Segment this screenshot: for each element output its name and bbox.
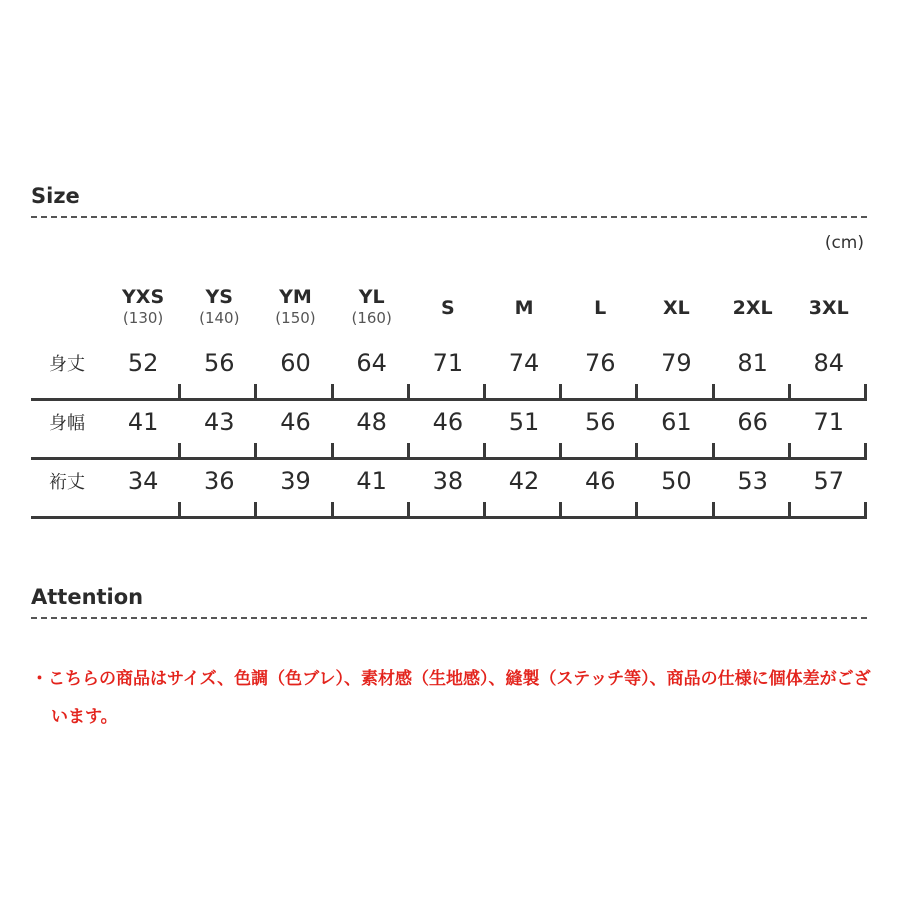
size-column-header — [181, 274, 257, 342]
size-column-name: M — [514, 296, 534, 319]
measurement-label: 身幅 — [49, 413, 85, 434]
measurement-value: 71 — [791, 401, 867, 457]
size-column-name: 2XL — [732, 296, 773, 319]
measurement-label: 身丈 — [49, 354, 85, 375]
size-column-header — [410, 274, 486, 342]
measurement-value: 46 — [257, 401, 333, 457]
attention-notes — [31, 660, 871, 736]
measurement-label: 裄丈 — [49, 472, 85, 493]
measurement-value: 60 — [257, 342, 333, 398]
measurement-value: 66 — [715, 401, 791, 457]
attention-dashed-divider — [31, 617, 867, 619]
measurement-value: 50 — [638, 460, 714, 516]
measurement-value: 46 — [562, 460, 638, 516]
measurement-value: 79 — [638, 342, 714, 398]
measurement-value: 71 — [410, 342, 486, 398]
measurement-value: 43 — [181, 401, 257, 457]
measurement-value: 57 — [791, 460, 867, 516]
measurement-value: 38 — [410, 460, 486, 516]
attention-section-title: Attention — [31, 585, 144, 609]
measurement-value: 48 — [334, 401, 410, 457]
measurement-value: 39 — [257, 460, 333, 516]
size-column-name: YS — [205, 286, 233, 309]
measurement-value: 36 — [181, 460, 257, 516]
size-column-name: 3XL — [808, 296, 849, 319]
size-data-rows — [31, 342, 867, 519]
measurement-value: 34 — [105, 460, 181, 516]
measurement-value: 46 — [410, 401, 486, 457]
size-column-header — [486, 274, 562, 342]
size-column-name: L — [594, 296, 607, 319]
measurement-value: 51 — [486, 401, 562, 457]
size-column-header — [105, 274, 181, 342]
measurement-value: 56 — [181, 342, 257, 398]
measurement-value: 41 — [334, 460, 410, 516]
size-column-name: YXS — [122, 286, 165, 309]
size-column-name: XL — [663, 296, 690, 319]
size-section-title: Size — [31, 184, 80, 208]
size-column-height: (160) — [351, 308, 392, 327]
size-column-header — [334, 274, 410, 342]
unit-label: (cm) — [824, 233, 864, 253]
size-column-header — [257, 274, 333, 342]
size-column-height: (130) — [122, 308, 164, 327]
size-column-header — [638, 274, 714, 342]
measurement-value: 81 — [715, 342, 791, 398]
size-column-header — [715, 274, 791, 342]
measurement-value: 52 — [105, 342, 181, 398]
size-table — [31, 282, 867, 519]
measurement-value: 53 — [715, 460, 791, 516]
measurement-row — [31, 401, 867, 460]
measurement-value: 76 — [562, 342, 638, 398]
measurement-value: 64 — [334, 342, 410, 398]
measurement-value: 56 — [562, 401, 638, 457]
attention-note: ・こちらの商品はサイズ、色調（色ブレ）、素材感（生地感）、縫製（ステッチ等）、商品の仕様に個体差がございます。 — [31, 669, 871, 727]
size-column-header — [562, 274, 638, 342]
size-dashed-divider — [31, 216, 867, 218]
measurement-row — [31, 460, 867, 519]
size-column-height: (150) — [275, 308, 316, 327]
measurement-value: 84 — [791, 342, 867, 398]
measurement-value: 74 — [486, 342, 562, 398]
measurement-value: 61 — [638, 401, 714, 457]
size-column-name: S — [441, 296, 455, 319]
size-column-header — [791, 274, 867, 342]
size-column-name: YL — [358, 286, 385, 309]
measurement-value: 42 — [486, 460, 562, 516]
measurement-value: 41 — [105, 401, 181, 457]
size-column-name: YM — [279, 286, 312, 309]
size-column-height: (140) — [199, 308, 240, 327]
size-header-row — [31, 282, 867, 342]
measurement-row — [31, 342, 867, 401]
